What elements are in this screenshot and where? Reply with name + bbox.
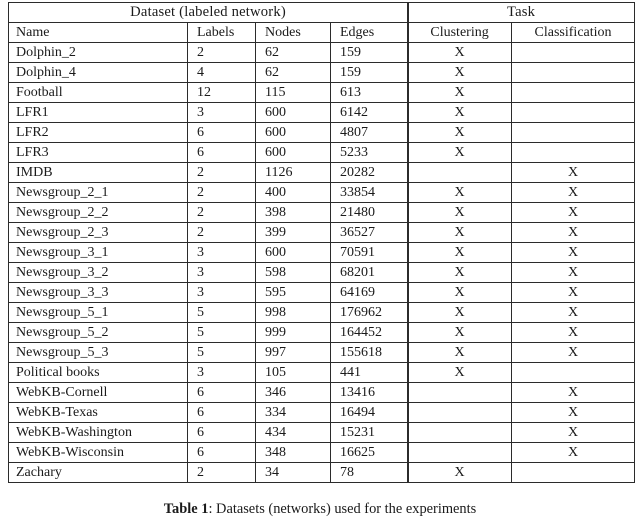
cell-name: Newsgroup_2_1 [9,183,188,203]
cell-nodes: 115 [256,83,331,103]
cell-classification [512,463,635,483]
group-header-task: Task [408,3,635,23]
cell-labels: 6 [188,123,256,143]
cell-edges: 64169 [331,283,408,303]
table-body [9,43,635,483]
cell-clustering: X [408,143,512,163]
table-row [9,443,635,463]
table-row [9,363,635,383]
cell-nodes: 399 [256,223,331,243]
table-row [9,43,635,63]
cell-name: WebKB-Cornell [9,383,188,403]
cell-name: Dolphin_2 [9,43,188,63]
cell-classification: X [512,243,635,263]
caption-separator: : [208,501,217,517]
cell-labels: 3 [188,263,256,283]
cell-clustering: X [408,283,512,303]
dataset-table-container [8,2,634,483]
cell-clustering: X [408,43,512,63]
table-row [9,243,635,263]
cell-classification: X [512,423,635,443]
table-row [9,343,635,363]
cell-nodes: 348 [256,443,331,463]
cell-labels: 3 [188,363,256,383]
cell-name: Dolphin_4 [9,63,188,83]
cell-clustering [408,403,512,423]
cell-edges: 70591 [331,243,408,263]
cell-classification: X [512,323,635,343]
dataset-table [8,2,635,483]
cell-classification: X [512,303,635,323]
cell-edges: 68201 [331,263,408,283]
table-row [9,423,635,443]
cell-clustering: X [408,103,512,123]
cell-labels: 5 [188,303,256,323]
cell-clustering [408,383,512,403]
table-row [9,263,635,283]
cell-labels: 6 [188,443,256,463]
cell-clustering [408,443,512,463]
cell-labels: 3 [188,283,256,303]
cell-labels: 6 [188,383,256,403]
table-row [9,463,635,483]
cell-name: Zachary [9,463,188,483]
group-header-dataset: Dataset (labeled network) [9,3,408,23]
table-row [9,283,635,303]
cell-name: WebKB-Wisconsin [9,443,188,463]
cell-edges: 36527 [331,223,408,243]
cell-classification: X [512,183,635,203]
cell-nodes: 62 [256,43,331,63]
cell-edges: 78 [331,463,408,483]
cell-name: WebKB-Texas [9,403,188,423]
table-caption [0,500,640,518]
cell-classification [512,363,635,383]
cell-classification [512,43,635,63]
cell-name: Newsgroup_5_3 [9,343,188,363]
cell-nodes: 34 [256,463,331,483]
cell-clustering: X [408,343,512,363]
cell-labels: 2 [188,203,256,223]
table-row [9,103,635,123]
cell-nodes: 434 [256,423,331,443]
cell-labels: 4 [188,63,256,83]
table-row [9,123,635,143]
column-header-name: Name [9,23,188,43]
cell-labels: 2 [188,163,256,183]
cell-nodes: 62 [256,63,331,83]
column-header-clustering: Clustering [408,23,512,43]
cell-nodes: 595 [256,283,331,303]
cell-nodes: 600 [256,143,331,163]
table-row [9,203,635,223]
cell-edges: 155618 [331,343,408,363]
cell-clustering: X [408,263,512,283]
cell-edges: 159 [331,63,408,83]
cell-nodes: 998 [256,303,331,323]
cell-classification: X [512,223,635,243]
table-head [9,3,635,43]
cell-name: Football [9,83,188,103]
cell-clustering: X [408,223,512,243]
cell-clustering: X [408,63,512,83]
column-header-edges: Edges [331,23,408,43]
cell-edges: 16494 [331,403,408,423]
cell-clustering [408,163,512,183]
cell-labels: 2 [188,183,256,203]
cell-nodes: 997 [256,343,331,363]
cell-clustering: X [408,323,512,343]
cell-name: Newsgroup_3_3 [9,283,188,303]
cell-labels: 6 [188,143,256,163]
table-row [9,143,635,163]
cell-labels: 3 [188,103,256,123]
table-row [9,323,635,343]
cell-nodes: 400 [256,183,331,203]
cell-nodes: 346 [256,383,331,403]
cell-nodes: 398 [256,203,331,223]
cell-edges: 6142 [331,103,408,123]
cell-labels: 5 [188,343,256,363]
cell-clustering: X [408,303,512,323]
cell-classification [512,103,635,123]
column-header-classification: Classification [512,23,635,43]
cell-clustering: X [408,363,512,383]
cell-name: LFR3 [9,143,188,163]
cell-name: WebKB-Washington [9,423,188,443]
table-row [9,403,635,423]
cell-classification [512,83,635,103]
cell-name: Newsgroup_3_1 [9,243,188,263]
cell-edges: 16625 [331,443,408,463]
caption-label: Table 1 [163,501,209,517]
cell-nodes: 600 [256,243,331,263]
cell-labels: 3 [188,243,256,263]
cell-edges: 441 [331,363,408,383]
cell-edges: 176962 [331,303,408,323]
cell-name: Political books [9,363,188,383]
cell-edges: 5233 [331,143,408,163]
cell-name: Newsgroup_5_2 [9,323,188,343]
cell-edges: 164452 [331,323,408,343]
column-header-row [9,23,635,43]
cell-edges: 159 [331,43,408,63]
cell-classification [512,143,635,163]
cell-edges: 20282 [331,163,408,183]
cell-name: LFR1 [9,103,188,123]
cell-nodes: 334 [256,403,331,423]
cell-clustering: X [408,203,512,223]
cell-classification: X [512,343,635,363]
cell-edges: 33854 [331,183,408,203]
table-row [9,83,635,103]
cell-classification: X [512,403,635,423]
table-row [9,183,635,203]
cell-nodes: 600 [256,103,331,123]
cell-labels: 12 [188,83,256,103]
cell-classification: X [512,283,635,303]
caption-text: Datasets (networks) used for the experiments [216,501,477,517]
table-row [9,303,635,323]
table-row [9,223,635,243]
cell-nodes: 105 [256,363,331,383]
table-row [9,63,635,83]
cell-clustering: X [408,183,512,203]
cell-classification [512,63,635,83]
group-header-row [9,3,635,23]
cell-classification: X [512,443,635,463]
cell-clustering: X [408,123,512,143]
table-row [9,383,635,403]
cell-clustering: X [408,243,512,263]
cell-nodes: 999 [256,323,331,343]
cell-clustering: X [408,463,512,483]
cell-edges: 4807 [331,123,408,143]
cell-name: Newsgroup_2_2 [9,203,188,223]
cell-labels: 2 [188,463,256,483]
column-header-labels: Labels [188,23,256,43]
cell-classification [512,123,635,143]
cell-name: Newsgroup_3_2 [9,263,188,283]
cell-edges: 613 [331,83,408,103]
cell-labels: 2 [188,223,256,243]
cell-labels: 5 [188,323,256,343]
cell-clustering: X [408,83,512,103]
cell-edges: 21480 [331,203,408,223]
cell-name: Newsgroup_2_3 [9,223,188,243]
cell-nodes: 598 [256,263,331,283]
cell-nodes: 600 [256,123,331,143]
table-row [9,163,635,183]
cell-clustering [408,423,512,443]
cell-name: IMDB [9,163,188,183]
cell-classification: X [512,203,635,223]
cell-edges: 15231 [331,423,408,443]
cell-name: LFR2 [9,123,188,143]
cell-name: Newsgroup_5_1 [9,303,188,323]
column-header-nodes: Nodes [256,23,331,43]
cell-nodes: 1126 [256,163,331,183]
cell-labels: 6 [188,403,256,423]
cell-classification: X [512,163,635,183]
cell-labels: 6 [188,423,256,443]
cell-classification: X [512,383,635,403]
cell-classification: X [512,263,635,283]
cell-labels: 2 [188,43,256,63]
cell-edges: 13416 [331,383,408,403]
